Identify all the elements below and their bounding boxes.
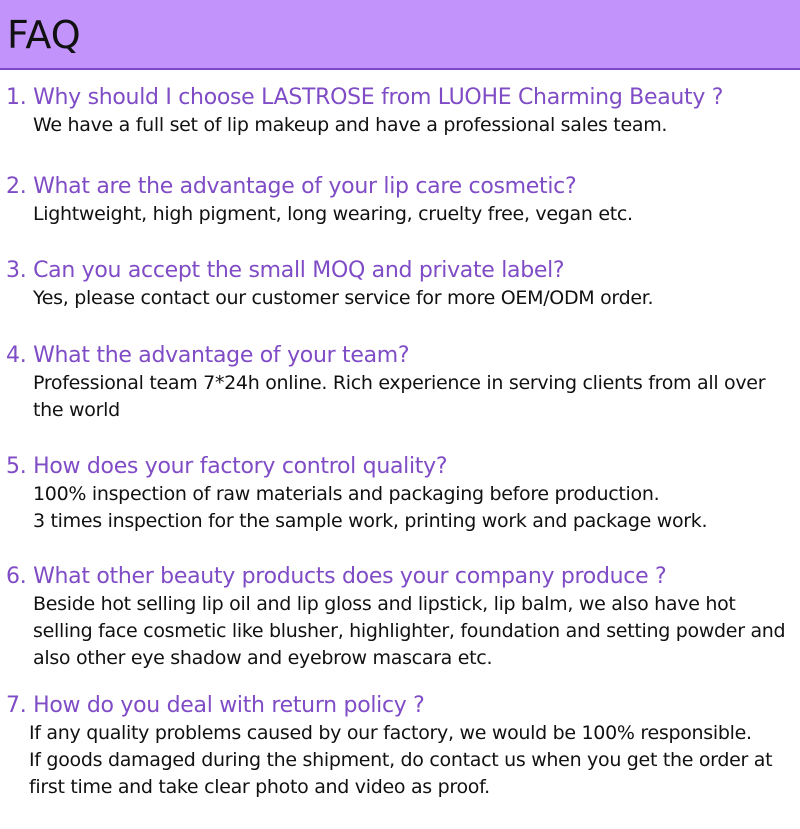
faq-header (0, 0, 800, 70)
faq-question: 6. What other beauty products does your company produce ? (6, 564, 667, 589)
faq-answer (33, 481, 793, 535)
faq-answer-line: Beside hot selling lip oil and lip gloss and lipstick, lip balm, we also have hot selling face cosmetic like blusher, highlighter, foundation and setting powder and also other eye shadow and eyebrow mascara etc. (33, 593, 786, 669)
faq-answer (33, 285, 793, 312)
faq-answer-line: Lightweight, high pigment, long wearing, cruelty free, vegan etc. (33, 203, 633, 225)
faq-item-6 (0, 563, 800, 672)
faq-question: 1. Why should I choose LASTROSE from LUOHE Charming Beauty ? (6, 85, 724, 110)
faq-answer-line: Professional team 7*24h online. Rich experience in serving clients from all over the world (33, 372, 766, 421)
faq-item-1 (0, 84, 800, 139)
faq-answer (29, 720, 789, 801)
faq-item-7 (0, 692, 800, 801)
faq-answer (33, 201, 793, 228)
faq-item-5 (0, 453, 800, 535)
faq-question: 3. Can you accept the small MOQ and private label? (6, 258, 565, 283)
page-title: FAQ (7, 13, 81, 57)
faq-answer-line: Yes, please contact our customer service for more OEM/ODM order. (33, 287, 654, 309)
faq-answer (33, 112, 793, 139)
faq-answer-line: 100% inspection of raw materials and packaging before production. (33, 483, 660, 505)
faq-question: 7. How do you deal with return policy ? (6, 693, 425, 718)
faq-item-4 (0, 342, 800, 424)
faq-answer-line: If goods damaged during the shipment, do contact us when you get the order at first time and take clear photo and video as proof. (29, 749, 773, 798)
faq-item-3 (0, 257, 800, 312)
faq-answer (33, 591, 793, 672)
faq-answer-line: We have a full set of lip makeup and have a professional sales team. (33, 114, 668, 136)
faq-question: 4. What the advantage of your team? (6, 343, 410, 368)
faq-item-2 (0, 173, 800, 228)
faq-answer (33, 370, 793, 424)
faq-answer-line: If any quality problems caused by our factory, we would be 100% responsible. (29, 722, 752, 744)
faq-answer-line: 3 times inspection for the sample work, printing work and package work. (33, 510, 708, 532)
faq-question: 5. How does your factory control quality? (6, 454, 448, 479)
faq-question: 2. What are the advantage of your lip care cosmetic? (6, 174, 577, 199)
